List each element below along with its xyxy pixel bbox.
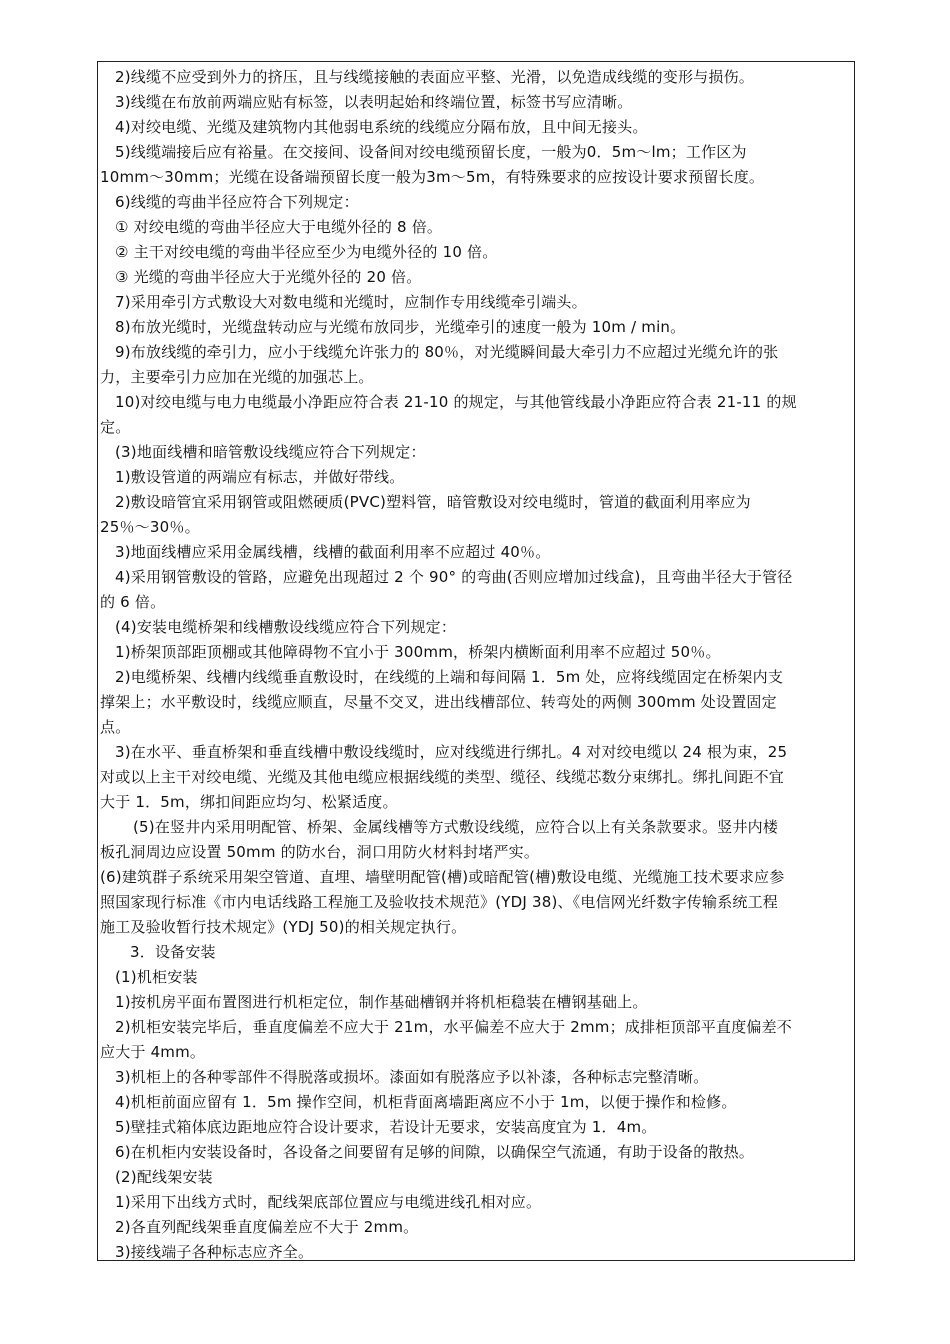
document-line: 3)线缆在布放前两端应贴有标签，以表明起始和终端位置，标签书写应清晰。 [115, 93, 633, 111]
document-line: 撑架上；水平敷设时，线缆应顺直，尽量不交叉，进出线槽部位、转弯处的两侧 300mm 处设置固定 [100, 693, 777, 711]
document-line: 2)电缆桥架、线槽内线缆垂直敷设时，在线缆的上端和每间隔 1．5m 处，应将线缆固定在桥架内支 [115, 668, 784, 686]
document-line: 6)在机柜内安装设备时，各设备之间要留有足够的间隙，以确保空气流通，有助于设备的散热。 [115, 1143, 754, 1161]
document-line: 4)机柜前面应留有 1．5m 操作空间，机柜背面离墙距离应不小于 1m，以便于操作和检修。 [115, 1093, 737, 1111]
document-line: 3)在水平、垂直桥架和垂直线槽中敷设线缆时，应对线缆进行绑扎。4 对对绞电缆以 24 根为束，25 [115, 743, 788, 761]
document-line: 25％～30％。 [100, 518, 200, 536]
document-line: 10)对绞电缆与电力电缆最小净距应符合表 21-10 的规定，与其他管线最小净距应符合表 21-11 的规 [115, 393, 797, 411]
document-line: 板孔洞周边应设置 50mm 的防水台，洞口用防火材料封堵严实。 [100, 843, 540, 861]
document-line: 3)接线端子各种标志应齐全。 [115, 1243, 314, 1261]
document-line: 6)线缆的弯曲半径应符合下列规定： [115, 193, 359, 211]
document-line: 10mm～30mm；光缆在设备端预留长度一般为3m～5m，有特殊要求的应按设计要求预留长度。 [100, 168, 765, 186]
document-line: 力，主要牵引力应加在光缆的加强芯上。 [100, 368, 374, 386]
document-line: 2)各直列配线架垂直度偏差应不大于 2mm。 [115, 1218, 419, 1236]
document-line: (2)配线架安装 [115, 1168, 213, 1186]
document-line: 点。 [100, 718, 131, 736]
document-line: 大于 1．5m，绑扣间距应均匀、松紧适度。 [100, 793, 398, 811]
document-line: (5)在竖井内采用明配管、桥架、金属线槽等方式敷设线缆，应符合以上有关条款要求。竖井内楼 [133, 818, 779, 836]
document-line: 3．设备安装 [130, 943, 216, 961]
document-line: 2)机柜安装完毕后，垂直度偏差不应大于 21m，水平偏差不应大于 2mm；成排柜顶部平直度偏差不 [115, 1018, 793, 1036]
document-line: ② 主干对绞电缆的弯曲半径应至少为电缆外径的 10 倍。 [115, 243, 498, 261]
document-line: ③ 光缆的弯曲半径应大于光缆外径的 20 倍。 [115, 268, 422, 286]
document-line: 2)敷设暗管宜采用钢管或阻燃硬质(PVC)塑料管，暗管敷设对绞电缆时，管道的截面利用率应为 [115, 493, 751, 511]
document-line: (6)建筑群子系统采用架空管道、直埋、墙壁明配管(槽)或暗配管(槽)敷设电缆、光缆施工技术要求应参 [100, 868, 785, 886]
document-line: 1)敷设管道的两端应有标志，并做好带线。 [115, 468, 405, 486]
document-line: 照国家现行标准《市内电话线路工程施工及验收技术规范》(YDJ 38)、《电信网光纤数字传输系统工程 [100, 893, 778, 911]
document-line: (4)安装电缆桥架和线槽敷设线缆应符合下列规定： [115, 618, 457, 636]
document-line: 5)壁挂式箱体底边距地应符合设计要求，若设计无要求，安装高度宜为 1．4m。 [115, 1118, 657, 1136]
document-line: 的 6 倍。 [100, 593, 166, 611]
document-line: 施工及验收暂行技术规定》(YDJ 50)的相关规定执行。 [100, 918, 467, 936]
document-line: 3)地面线槽应采用金属线槽，线槽的截面利用率不应超过 40％。 [115, 543, 551, 561]
document-body [100, 65, 852, 1261]
document-line: 4)对绞电缆、光缆及建筑物内其他弱电系统的线缆应分隔布放，且中间无接头。 [115, 118, 648, 136]
document-line: 9)布放线缆的牵引力，应小于线缆允许张力的 80％，对光缆瞬间最大牵引力不应超过光缆允许的张 [115, 343, 779, 361]
document-line: 5)线缆端接后应有裕量。在交接间、设备间对绞电缆预留长度，一般为0．5m～lm；工作区为 [115, 143, 747, 161]
document-line: 2)线缆不应受到外力的挤压，且与线缆接触的表面应平整、光滑，以免造成线缆的变形与损伤。 [115, 68, 754, 86]
document-line: 1)按机房平面布置图进行机柜定位，制作基础槽钢并将机柜稳装在槽钢基础上。 [115, 993, 648, 1011]
document-line: 对或以上主干对绞电缆、光缆及其他电缆应根据线缆的类型、缆径、线缆芯数分束绑扎。绑扎间距不宜 [100, 768, 785, 786]
document-line: 4)采用钢管敷设的管路，应避免出现超过 2 个 90° 的弯曲(否则应增加过线盒)，且弯曲半径大于管径 [115, 568, 793, 586]
document-line: (3)地面线槽和暗管敷设线缆应符合下列规定： [115, 443, 426, 461]
document-line: ① 对绞电缆的弯曲半径应大于电缆外径的 8 倍。 [115, 218, 443, 236]
document-line: 7)采用牵引方式敷设大对数电缆和光缆时，应制作专用线缆牵引端头。 [115, 293, 587, 311]
document-line: 8)布放光缆时，光缆盘转动应与光缆布放同步，光缆牵引的速度一般为 10m / min。 [115, 318, 686, 336]
document-line: 1)桥架顶部距顶棚或其他障碍物不宜小于 300mm，桥架内横断面利用率不应超过 50％。 [115, 643, 721, 661]
document-line: 定。 [100, 418, 131, 436]
document-line: 3)机柜上的各种零部件不得脱落或损坏。漆面如有脱落应予以补漆，各种标志完整清晰。 [115, 1068, 709, 1086]
document-line: (1)机柜安装 [115, 968, 198, 986]
document-frame [97, 61, 855, 1261]
document-line: 1)采用下出线方式时，配线架底部位置应与电缆进线孔相对应。 [115, 1193, 542, 1211]
document-line: 应大于 4mm。 [100, 1043, 206, 1061]
